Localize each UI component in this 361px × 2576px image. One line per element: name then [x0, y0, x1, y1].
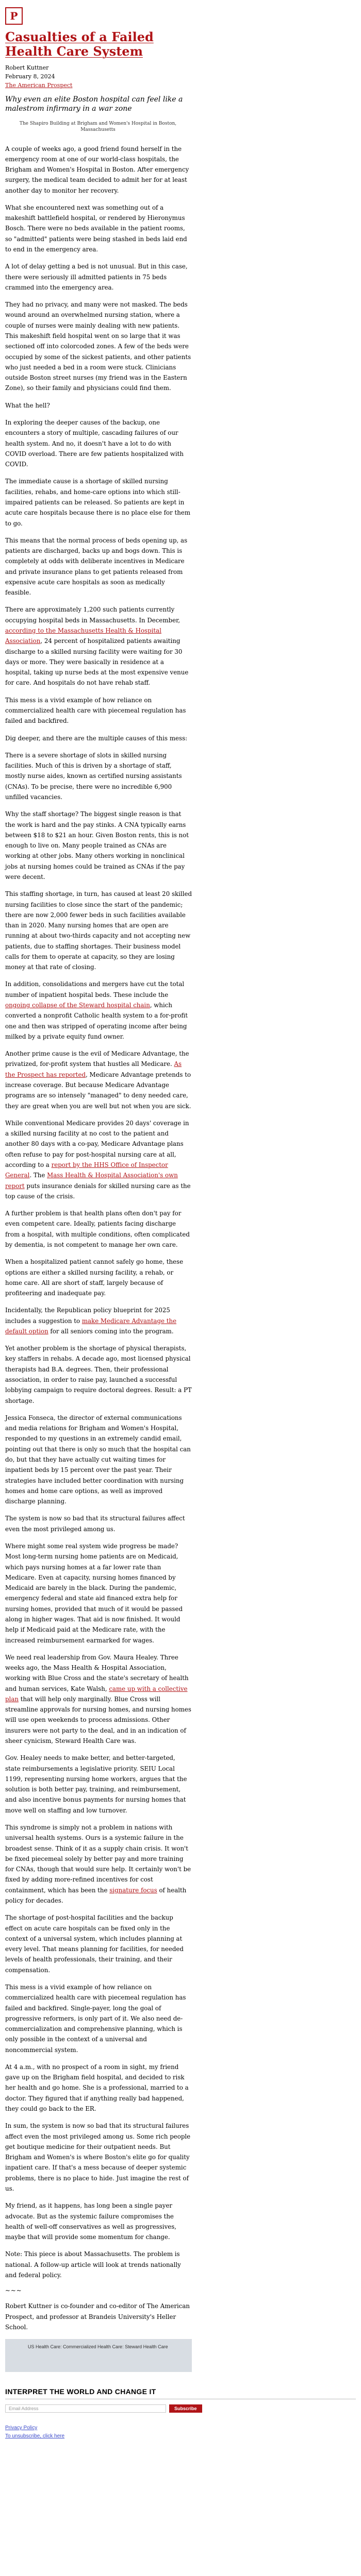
- paragraph: Another prime cause is the evil of Medicare Advantage, the privatized, for-profit system that hustles all Medicare. As the Prospect has reported, Medicare Advantage pretends to increase coverage. But because Medicare Advantage programs are so intensely "managed" to deny needed care, they are great when you are well but not when you are sick.: [5, 1050, 191, 1110]
- related-embed[interactable]: [5, 2339, 192, 2372]
- author-bio: Robert Kuttner is co-founder and co-editor of The American Prospect, and professor at Brandeis University's Heller School.: [5, 2302, 190, 2331]
- mhha-report-link[interactable]: Mass Health & Hospital Association's own report: [5, 1172, 178, 1190]
- article-body: [5, 144, 192, 2372]
- unsubscribe-link[interactable]: To unsubscribe, click here: [5, 2433, 65, 2439]
- paragraph: Gov. Healey needs to make better, and better-targeted, state reimbursements a legislative priority. SEIU Local 1199, representing nursing home workers, argues that the solution is both better pay, training, and reimbursement, and also incentive bonus payments for nursing homes that move well on staffing and low turnover.: [5, 1754, 187, 1814]
- hhs-oig-link[interactable]: report by the HHS Office of Inspector General: [5, 1161, 168, 1179]
- paragraph: Where might some real system wide progress be made? Most long-term nursing home patients are on Medicaid, which pays nursing homes at a far lower rate than Medicare. Even at capacity, nursing homes financed by Medicaid are barely in the black. During the pandemic, emergency federal and state aid financed extra help for nursing homes, provided that much of it would be passed along in higher wages. That aid is now finished. It would help if Medicaid paid at the Medicare rate, with the increased reimbursement earmarked for wages.: [5, 1542, 183, 1644]
- paragraph: When a hospitalized patient cannot safely go home, these options are either a skilled nursing facility, a rehab, or home care. All are short of staff, largely because of profiteering and inadequate pay.: [5, 1258, 184, 1297]
- paragraph: While conventional Medicare provides 20 days' coverage in a skilled nursing facility at no cost to the patient and another 80 days with a co-pay, Medicare Advantage plans often refuse to pay for post-hospital nursing care at all, according to a report by the HHS Office of Inspector General. The Mass Health & Hospital Association's own report puts insurance denials for skilled nursing care as the top cause of the crisis.: [5, 1119, 191, 1200]
- date: February 8, 2024: [5, 73, 55, 80]
- paragraph: Why the staff shortage? The biggest single reason is that the work is hard and the pay stinks. A CNA typically earns between $18 to $21 an hour. Given Boston rents, this is not enough to live on. Many people trained as CNAs are working at other jobs. Many others working in nonclinical jobs at nursing homes could be trained as CNAs if the pay were decent.: [5, 810, 189, 880]
- paragraph: The shortage of post-hospital facilities and the backup effect on acute care hospitals can be fixed only in the context of a universal system, which includes planning at every level. That means planning for facilities, for needed levels of health professionals, their training, and their compensation.: [5, 1914, 184, 1974]
- subscribe-heading: INTERPRET THE WORLD AND CHANGE IT: [5, 2387, 156, 2396]
- mhha-link[interactable]: according to the Massachusetts Health & Hospital Association: [5, 627, 161, 645]
- embed-text: US Health Care: Commercialized Health Care: Steward Health Care: [28, 2344, 168, 2350]
- steward-link[interactable]: ongoing collapse of the Steward hospital chain: [5, 1002, 150, 1009]
- paragraph: This syndrome is simply not a problem in nations with universal health systems. Ours is a systemic failure in the broadest sense. Think of it as a supply chain crisis. It won't be fixed piecemeal solely by better pay and more training for CNAs, though that would sure help. It certainly won't be fixed by adding more-refined incentives for cost containment, which has been the signature focus of health policy for decades.: [5, 1824, 191, 1904]
- subscribe-button[interactable]: Subscribe: [169, 2404, 202, 2413]
- prospect-logo-icon[interactable]: [5, 7, 23, 25]
- paragraph: There is a severe shortage of slots in skilled nursing facilities. Much of this is driven by a shortage of staff, mostly nurse aides, known as certified nursing assistants (CNAs). To be precise, there were no incredible 6,900 unfilled vacancies.: [5, 751, 182, 801]
- logo-letter: P: [10, 10, 18, 22]
- paragraph: The system is now so bad that its structural failures affect even the most privileged among us.: [5, 1515, 185, 1533]
- collective-plan-link[interactable]: came up with a collective plan: [5, 1685, 188, 1703]
- paragraph: What the hell?: [5, 401, 50, 409]
- email-input[interactable]: [5, 2404, 166, 2413]
- paragraph: My friend, as it happens, has long been a single payer advocate. But as the systemic failure compromises the health of well-off conservatives as well as progressives, maybe that will provide some momentum for change.: [5, 2202, 177, 2241]
- signature-focus-link[interactable]: signature focus: [109, 1886, 157, 1894]
- paragraph: A lot of delay getting a bed is not unusual. But in this case, there were seriously ill admitted patients in 75 beds crammed into the emergency area.: [5, 263, 188, 291]
- paragraph: This staffing shortage, in turn, has caused at least 20 skilled nursing facilities to close since the start of the pandemic; there are now 2,000 fewer beds in such facilities available than in 2020. Many nursing homes that are open are running at about two-thirds capacity and not accepting new patients, due to staffing shortages. Their business model calls for them to operate at capacity, so they are losing money at that rate of closing.: [5, 890, 192, 971]
- article-meta: [5, 63, 356, 90]
- paragraph: This mess is a vivid example of how reliance on commercialized health care with piecemeal regulation has failed and backfired.: [5, 696, 186, 725]
- paragraph: A couple of weeks ago, a good friend found herself in the emergency room at one of our world-class hospitals, the Brigham and Women's Hospital in Boston. After emergency surgery, the medical team decided to admit her for at least another day to monitor her recovery.: [5, 145, 189, 194]
- paragraph: What she encountered next was something out of a makeshift battlefield hospital, or rendered by Hieronymus Bosch. There were no beds available in the patient rooms, so "admitted" patients were being stashed in beds laid end to end in the emergency area.: [5, 204, 187, 253]
- paragraph: Yet another problem is the shortage of physical therapists, key staffers in rehabs. A decade ago, most licensed physical therapists had B.A. degrees. Then, their professional association, in order to raise pay, launched a successful lobbying campaign to require doctoral degrees. Result: a PT shortage.: [5, 1345, 192, 1404]
- article-dek: Why even an elite Boston hospital can feel like a malestrom infirmary in a war zone: [5, 95, 183, 113]
- hero-image-placeholder: [5, 117, 191, 118]
- hero-caption: The Shapiro Building at Brigham and Women's Hospital in Boston, Massachusetts: [19, 121, 177, 132]
- hero-image: [5, 117, 191, 118]
- paragraph: Dig deeper, and there are the multiple causes of this mess:: [5, 734, 188, 742]
- article-title[interactable]: Casualties of a Failed Health Care System: [5, 29, 154, 59]
- paragraph: A further problem is that health plans often don't pay for even competent care. Ideally, patients facing discharge from a hospital, with multiple conditions, often complicated by dementia, is not competent to manage her own care.: [5, 1210, 190, 1248]
- paragraph: In addition, consolidations and mergers have cut the total number of inpatient hospital beds. These include the ongoing collapse of the Steward hospital chain, which converted a nonprofit Catholic health system to a for-profit one and then was stripped of operating income after being milked by a private equity fund owner.: [5, 980, 188, 1040]
- paragraph: In exploring the deeper causes of the backup, one encounters a story of multiple, cascading failures of our health system. And no, it doesn't have a lot to do with COVID overload. There are few patients hospitalized with COVID.: [5, 418, 184, 468]
- paragraph: This means that the normal process of beds opening up, as patients are discharged, backs up and bogs down. This is completely at odds with deliberate incentives in Medicare and private insurance plans to get patients released from expensive acute care hospitals as soon as medically feasible.: [5, 536, 188, 597]
- paragraph: The immediate cause is a shortage of skilled nursing facilities, rehabs, and home-care options into which still-impaired patients can be released. So patients are kept in acute care hospitals because there is no place else for them to go.: [5, 478, 191, 527]
- author: Robert Kuttner: [5, 64, 49, 71]
- paragraph: At 4 a.m., with no prospect of a room in sight, my friend gave up on the Brigham field hospital, and decided to risk her health and go home. She is a professional, married to a doctor. They figured that if anything really bad happened, they could go back to the ER.: [5, 2063, 189, 2113]
- paragraph: Jessica Fonseca, the director of external communications and media relations for Brigham and Women's Hospital, responded to my questions in an extremely candid email, pointing out that there is only so much that the hospital can do, but that they have actually cut waiting times for inpatient beds by 15 percent over the past year. Their strategies have included better coordination with nursing homes and home care options, as well as improved discharge planning.: [5, 1414, 191, 1505]
- paragraph: There are approximately 1,200 such patients currently occupying hospital beds in Massachusetts. In December, according to the Massachusetts Health & Hospital Association, 24 percent of hospitalized patients awaiting discharge to a skilled nursing facility were waiting for 30 days or more. They were basically in residence at a hospital, taking up nurse beds at the most expensive venue for care. And hospitals do not have rehab staff.: [5, 606, 189, 687]
- section-separator: ~~~: [5, 2287, 22, 2295]
- privacy-policy-link[interactable]: Privacy Policy: [5, 2425, 38, 2431]
- paragraph: Note: This piece is about Massachusetts. The problem is national. A follow-up article will look at trends nationally and federal policy.: [5, 2250, 181, 2279]
- prospect-reported-link[interactable]: As the Prospect has reported: [5, 1060, 182, 1078]
- paragraph: They had no privacy, and many were not masked. The beds wound around an overwhelmed nursing station, where a couple of nurses were mainly dealing with new patients. This makeshift field hospital went on so large that it was sectioned off into colorcoded zones. A few of the beds were occupied by some of the sickest patients, and other patients who just needed a bed in a room were stuck. Clinicians outside Boston street nurses (my friend was in the Eastern Zone), so their family and physicians could find them.: [5, 301, 191, 392]
- medicare-advantage-default-link[interactable]: make Medicare Advantage the default option: [5, 1317, 177, 1335]
- paragraph: In sum, the system is now so bad that its structural failures affect even the most privileged among us. Some rich people get boutique medicine for their outpatient needs. But Brigham and Women's is where Boston's elite go for quality inpatient care. If that's a mess because of deeper systemic problems, there is no place to hide. Just imagine the rest of us.: [5, 2122, 191, 2193]
- subscribe-form: [5, 2404, 356, 2413]
- paragraph: We need real leadership from Gov. Maura Healey. Three weeks ago, the Mass Health & Hospital Association, working with Blue Cross and the state's secretary of health and human services, Kate Walsh, came up with a collective plan that will help only marginally. Blue Cross will streamline approvals for nursing homes, and nursing homes will use open weekends to process admissions. Other insurers were not party to the deal, and in an indication of sheer cynicism, Steward Health Care was.: [5, 1653, 191, 1745]
- paragraph: Incidentally, the Republican policy blueprint for 2025 includes a suggestion to make Medicare Advantage the default option for all seniors coming into the program.: [5, 1307, 177, 1335]
- paragraph: This mess is a vivid example of how reliance on commercialized health care with piecemeal regulation has failed and backfired. Single-payer, long the goal of progressive reformers, is only part of it. We also need de-commercialization and comprehensive planning, which is only possible in the context of a universal and noncommercial system.: [5, 1983, 186, 2054]
- footer: [5, 2424, 356, 2441]
- publication-link[interactable]: The American Prospect: [5, 81, 73, 89]
